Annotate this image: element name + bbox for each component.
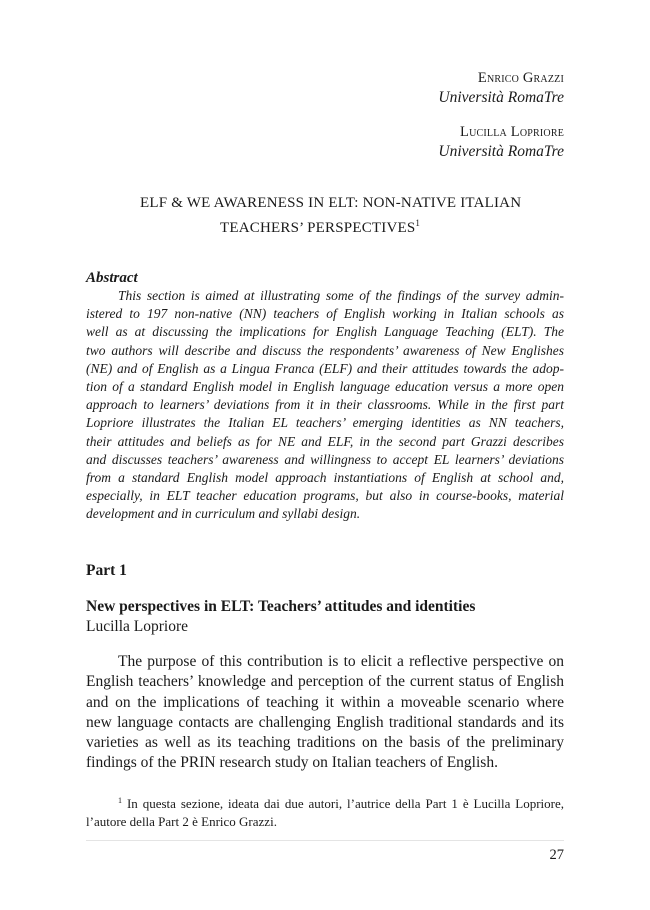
abstract-line: (NE) and of English as a Lingua Franca (ELF) and their attitudes towards the adop- xyxy=(86,360,564,376)
body-line: new language contacts are challenging English traditional standards and its xyxy=(86,713,564,731)
footnote-line-2: l’autore della Part 2 è Enrico Grazzi. xyxy=(86,814,277,829)
body-line: findings of the PRIN research study on Italian teachers of English. xyxy=(86,754,498,772)
abstract-line: their attitudes and beliefs as for NE and ELF, in the second part Grazzi describes xyxy=(86,433,564,449)
abstract-line: approach to learners’ deviations from it in their classrooms. While in the first part xyxy=(86,397,564,413)
body-line: varieties as well as its teaching traditions on the basis of the preliminary xyxy=(86,734,564,752)
abstract-line: and discusses teachers’ awareness and willingness to accept EL learners’ deviations xyxy=(86,451,564,467)
author-name: Enrico Grazzi xyxy=(477,70,564,86)
abstract-line: well as at discussing the implications for English Language Teaching (ELT). The xyxy=(86,324,564,340)
title-line-2 xyxy=(86,213,596,238)
part-heading: Part 1 xyxy=(86,562,127,579)
abstract-line: development and in curriculum and syllabi design. xyxy=(86,506,361,522)
section-author: Lucilla Lopriore xyxy=(86,618,188,635)
author-block-2 xyxy=(438,122,564,162)
author-name: Lucilla Lopriore xyxy=(460,124,564,140)
section-heading: New perspectives in ELT: Teachers’ attitudes and identities xyxy=(86,598,476,615)
footnote-marker: 1 xyxy=(118,796,122,805)
author-affiliation: Università RomaTre xyxy=(438,89,564,106)
title-line-1: ELF & WE AWARENESS IN ELT: NON-NATIVE ITALIAN xyxy=(140,195,522,211)
author-block-1 xyxy=(438,68,564,108)
page-number: 27 xyxy=(549,847,564,863)
abstract-line: tion of a standard English model in English language education versus a more open xyxy=(86,379,564,395)
footnote xyxy=(86,792,564,831)
body-paragraph xyxy=(86,652,564,774)
footnote-line-1 xyxy=(86,792,564,813)
abstract-line: especially, in ELT teacher education programs, but also in course-books, material xyxy=(86,488,564,504)
title-line-2-text: TEACHERS’ PERSPECTIVES xyxy=(220,220,416,236)
paper-title xyxy=(86,193,596,238)
body-line: English teachers’ knowledge and perception of the current status of English xyxy=(86,673,564,691)
footnote-text-1: In questa sezione, ideata dai due autori, l’autrice della Part 1 è Lucilla Lopriore, xyxy=(126,796,565,811)
abstract-line: This section is aimed at illustrating some of the findings of the survey admin- xyxy=(118,288,564,303)
abstract-line: Lopriore illustrates the Italian EL teachers’ emerging identities as NN teachers, xyxy=(86,415,564,431)
body-line: and on the implications of teaching it within a moveable scenario where xyxy=(86,693,564,711)
author-affiliation: Università RomaTre xyxy=(438,143,564,160)
title-footnote-marker: 1 xyxy=(415,218,421,228)
abstract-heading: Abstract xyxy=(86,270,138,286)
abstract-line: two authors will describe and discuss the respondents’ awareness of New Englishes xyxy=(86,342,564,358)
abstract-line: from a standard English model approach instantiations of English at school and, xyxy=(86,470,564,486)
body-line: The purpose of this contribution is to elicit a reflective perspective on xyxy=(118,653,564,670)
abstract-line: istered to 197 non-native (NN) teachers of English working in Italian schools as xyxy=(86,306,564,322)
footer-divider xyxy=(86,840,564,841)
abstract-body xyxy=(86,287,564,524)
